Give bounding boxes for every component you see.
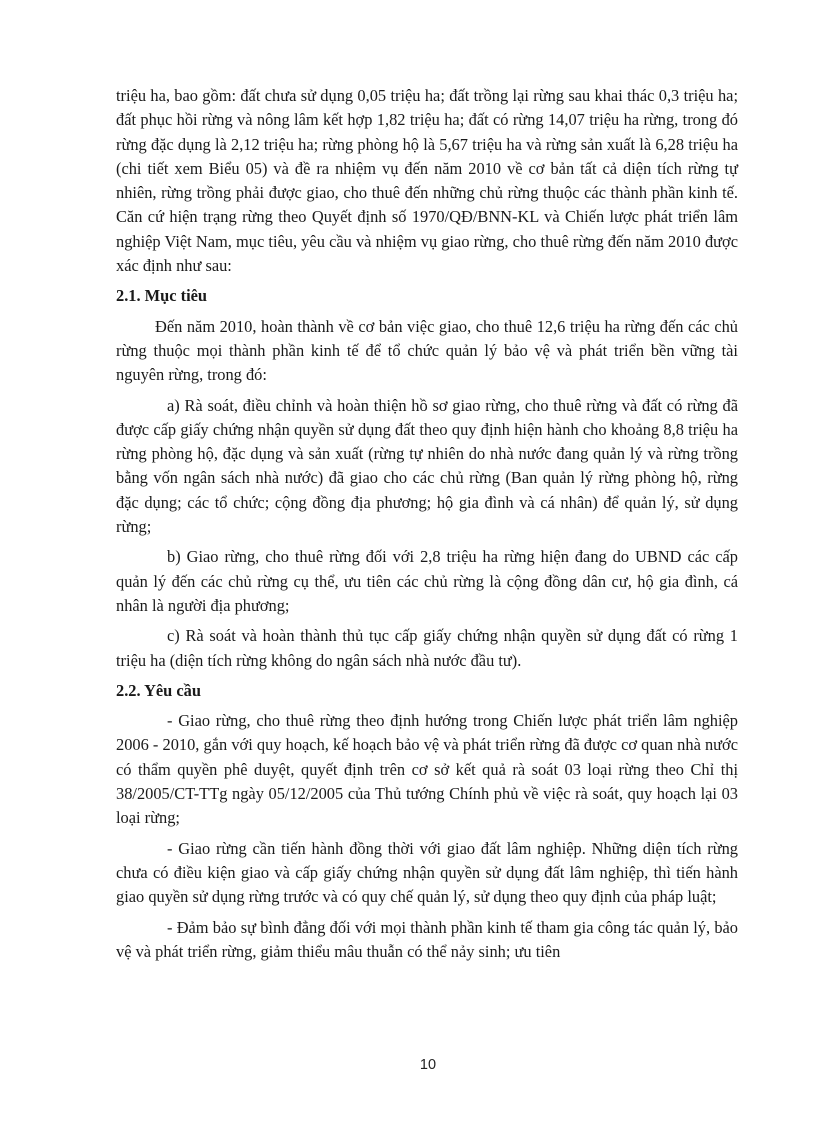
section-objectives bbox=[116, 284, 738, 672]
requirement-item: - Giao rừng cần tiến hành đồng thời với giao đất lâm nghiệp. Những diện tích rừng chưa có điều kiện giao và cấp giấy chứng nhận quyền sử dụng đất lâm nghiệp, thì tiến hành giao quyền sử dụng rừng trước và có quy chế quản lý, sử dụng theo quy định của pháp luật; bbox=[116, 838, 738, 907]
document-page bbox=[116, 84, 738, 970]
requirement-item: - Đảm bảo sự bình đẳng đối với mọi thành phần kinh tế tham gia công tác quản lý, bảo vệ và phát triển rừng, giảm thiểu mâu thuẫn có thể nảy sinh; ưu tiên bbox=[116, 917, 738, 961]
opening-paragraph: triệu ha, bao gồm: đất chưa sử dụng 0,05 triệu ha; đất trồng lại rừng sau khai thác 0,3 triệu ha; đất phục hồi rừng và nông lâm kết hợp 1,82 triệu ha; đất có rừng 14,07 triệu ha rừng, trong đó rừng đặc dụng là 2,12 triệu ha; rừng phòng hộ là 5,67 triệu ha và rừng sản xuất là 6,28 triệu ha (chi tiết xem Biểu 05) và đề ra nhiệm vụ đến năm 2010 về cơ bản tất cả diện tích rừng tự nhiên, rừng trồng phải được giao, cho thuê đến những chủ rừng thuộc các thành phần kinh tế. Căn cứ hiện trạng rừng theo Quyết định số 1970/QĐ/BNN-KL và Chiến lược phát triển lâm nghiệp Việt Nam, mục tiêu, yêu cầu và nhiệm vụ giao rừng, cho thuê rừng đến năm 2010 được xác định như sau: bbox=[116, 86, 738, 276]
section-requirements bbox=[116, 679, 738, 964]
objectives-intro: Đến năm 2010, hoàn thành về cơ bản việc giao, cho thuê 12,6 triệu ha rừng đến các chủ rừng thuộc mọi thành phần kinh tế để tổ chức quản lý bảo vệ và phát triển bền vững tài nguyên rừng, trong đó: bbox=[116, 316, 738, 385]
objective-item-b: b) Giao rừng, cho thuê rừng đối với 2,8 triệu ha rừng hiện đang do UBND các cấp quản lý đến các chủ rừng cụ thể, ưu tiên các chủ rừng là cộng đồng dân cư, hộ gia đình, cá nhân là người địa phương; bbox=[116, 547, 738, 615]
section-heading-objectives: 2.1. Mục tiêu bbox=[116, 286, 208, 306]
requirement-item: - Giao rừng, cho thuê rừng theo định hướng trong Chiến lược phát triển lâm nghiệp 2006 - 2010, gắn với quy hoạch, kế hoạch bảo vệ và phát triển rừng đã được cơ quan nhà nước có thẩm quyền phê duyệt, quyết định trên cơ sở kết quả rà soát 03 loại rừng theo Chỉ thị 38/2005/CT-TTg ngày 05/12/2005 của Thủ tướng Chính phủ về việc rà soát, quy hoạch lại 03 loại rừng; bbox=[116, 711, 738, 828]
section-heading-requirements: 2.2. Yêu cầu bbox=[116, 680, 201, 700]
page-number: 10 bbox=[419, 1057, 437, 1073]
objective-item-c: c) Rà soát và hoàn thành thủ tục cấp giấy chứng nhận quyền sử dụng đất có rừng 1 triệu ha (diện tích rừng không do ngân sách nhà nước đầu tư). bbox=[116, 626, 738, 670]
objective-item-a: a) Rà soát, điều chỉnh và hoàn thiện hồ sơ giao rừng, cho thuê rừng và đất có rừng đã được cấp giấy chứng nhận quyền sử dụng đất theo quy định hiện hành cho khoảng 8,8 triệu ha rừng phòng hộ, đặc dụng và sản xuất (rừng tự nhiên do nhà nước đang quản lý và rừng trồng bằng vốn ngân sách nhà nước) đã giao cho các chủ rừng (Ban quản lý rừng phòng hộ, rừng đặc dụng; các tổ chức; cộng đồng địa phương; hộ gia đình và cá nhân) để quản lý, sử dụng rừng; bbox=[116, 395, 738, 537]
